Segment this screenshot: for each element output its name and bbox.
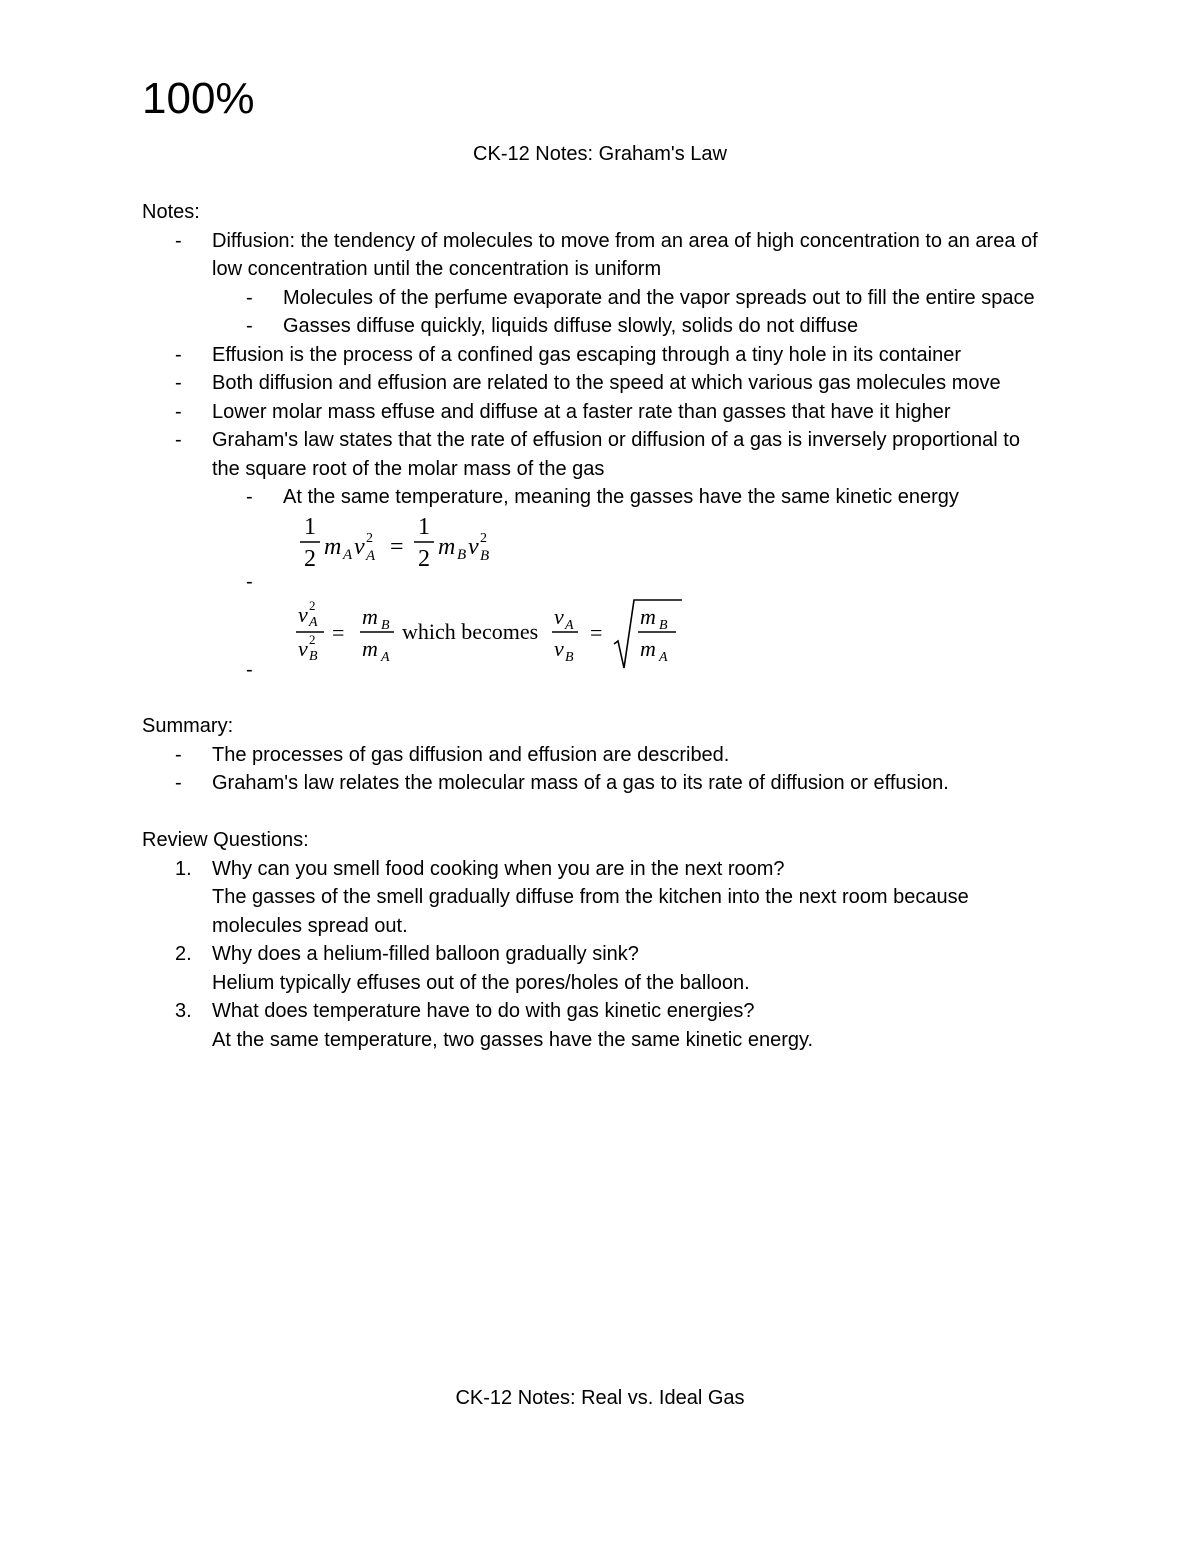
bullet-dash: - [246, 486, 253, 508]
equation-graham-ratio [292, 592, 692, 672]
svg-text:B: B [457, 546, 467, 563]
answer-text: Helium typically effuses out of the pores/holes of the balloon. [212, 971, 750, 994]
summary-item: The processes of gas diffusion and effusion are described. [212, 743, 730, 766]
page-title: CK-12 Notes: Graham's Law [473, 143, 727, 165]
bullet-dash: - [175, 743, 182, 766]
svg-text:A: A [659, 649, 668, 665]
svg-text:2: 2 [309, 631, 316, 647]
question-text: What does temperature have to do with gas kinetic energies? [212, 1000, 755, 1022]
svg-text:m: m [640, 635, 656, 661]
note-grahams-law: Graham's law states that the rate of effusion or diffusion of a gas is inversely proportional to the square root of the molar mass of the gas [212, 429, 1020, 480]
list-item [142, 769, 1042, 798]
notes-heading: Notes: [142, 201, 200, 223]
svg-text:m: m [438, 533, 456, 560]
note-states: Gasses diffuse quickly, liquids diffuse slowly, solids do not diffuse [283, 315, 859, 337]
summary-heading: Summary: [142, 715, 234, 737]
equation-kinetic-energy [292, 504, 512, 584]
bullet-dash: - [175, 772, 182, 794]
svg-text:2: 2 [304, 545, 316, 572]
svg-text:A: A [309, 614, 318, 630]
svg-text:B: B [480, 547, 490, 564]
svg-text:A: A [381, 649, 390, 665]
note-perfume: Molecules of the perfume evaporate and the vapor spreads out to fill the entire space [283, 286, 1035, 309]
svg-text:2: 2 [309, 597, 316, 613]
question-number: 3. [175, 1000, 192, 1022]
list-item [142, 741, 1042, 770]
svg-text:m: m [640, 603, 656, 629]
svg-text:B: B [565, 649, 574, 665]
question-text: Why can you smell food cooking when you are in the next room? [212, 857, 785, 880]
svg-text:v: v [354, 533, 365, 560]
question-text: Why does a helium-filled balloon gradually sink? [212, 943, 639, 965]
list-item [142, 369, 1042, 398]
svg-text:1: 1 [304, 513, 316, 540]
svg-text:=: = [590, 619, 603, 645]
bullet-dash: - [246, 658, 253, 681]
svg-text:A: A [343, 546, 353, 563]
note-effusion: Effusion is the process of a confined gas escaping through a tiny hole in its container [212, 343, 961, 366]
svg-text:1: 1 [418, 513, 430, 540]
list-item [142, 312, 1042, 341]
next-section-title: CK-12 Notes: Real vs. Ideal Gas [455, 1387, 745, 1409]
svg-text:v: v [298, 601, 308, 627]
question-number: 1. [175, 857, 192, 880]
list-item [142, 398, 1042, 427]
bullet-dash: - [246, 286, 253, 309]
bullet-dash: - [175, 343, 182, 366]
equation-kinetic-energy-row [142, 512, 1042, 596]
svg-text:A: A [366, 547, 376, 564]
list-item [142, 227, 1042, 284]
list-item [142, 426, 1042, 483]
summary-item: Graham's law relates the molecular mass of a gas to its rate of diffusion or effusion. [212, 772, 949, 794]
svg-text:v: v [554, 603, 564, 629]
svg-text:v: v [554, 635, 564, 661]
note-same-temperature: At the same temperature, meaning the gasses have the same kinetic energy [283, 486, 959, 508]
svg-text:2: 2 [418, 545, 430, 572]
svg-text:v: v [298, 635, 308, 661]
svg-text:v: v [468, 533, 479, 560]
question-number: 2. [175, 943, 192, 965]
svg-text:2: 2 [366, 530, 373, 546]
svg-text:=: = [332, 619, 345, 645]
bullet-dash: - [175, 229, 182, 252]
equation-which-becomes-label: which becomes [402, 618, 539, 644]
list-item [142, 341, 1042, 370]
svg-text:=: = [390, 533, 404, 560]
svg-text:m: m [362, 635, 378, 661]
svg-text:B: B [659, 617, 668, 633]
bullet-dash: - [175, 429, 182, 451]
answer-text: At the same temperature, two gasses have the same kinetic energy. [212, 1028, 814, 1051]
bullet-dash: - [246, 315, 253, 337]
svg-text:B: B [381, 617, 390, 633]
bullet-dash: - [246, 570, 253, 593]
svg-text:m: m [324, 533, 342, 560]
svg-text:2: 2 [480, 530, 487, 546]
review-question-item [142, 997, 1042, 1054]
bullet-dash: - [175, 400, 182, 423]
svg-text:A: A [565, 617, 574, 633]
document-body [142, 198, 1042, 1054]
review-question-item [142, 855, 1042, 941]
svg-text:m: m [362, 603, 378, 629]
review-heading: Review Questions: [142, 829, 309, 851]
note-lower-molar-mass: Lower molar mass effuse and diffuse at a faster rate than gasses that have it higher [212, 400, 951, 423]
list-item [142, 284, 1042, 313]
bullet-dash: - [175, 372, 182, 394]
review-question-item [142, 940, 1042, 997]
list-item [142, 483, 1042, 512]
equation-graham-ratio-row [142, 596, 1042, 684]
note-both: Both diffusion and effusion are related to the speed at which various gas molecules move [212, 372, 1001, 394]
answer-text: The gasses of the smell gradually diffuse from the kitchen into the next room because molecules spread out. [212, 886, 969, 937]
svg-text:B: B [309, 648, 318, 664]
note-diffusion: Diffusion: the tendency of molecules to move from an area of high concentration to an area of low concentration until the concentration is uniform [212, 229, 1038, 280]
score-heading: 100% [142, 74, 255, 123]
